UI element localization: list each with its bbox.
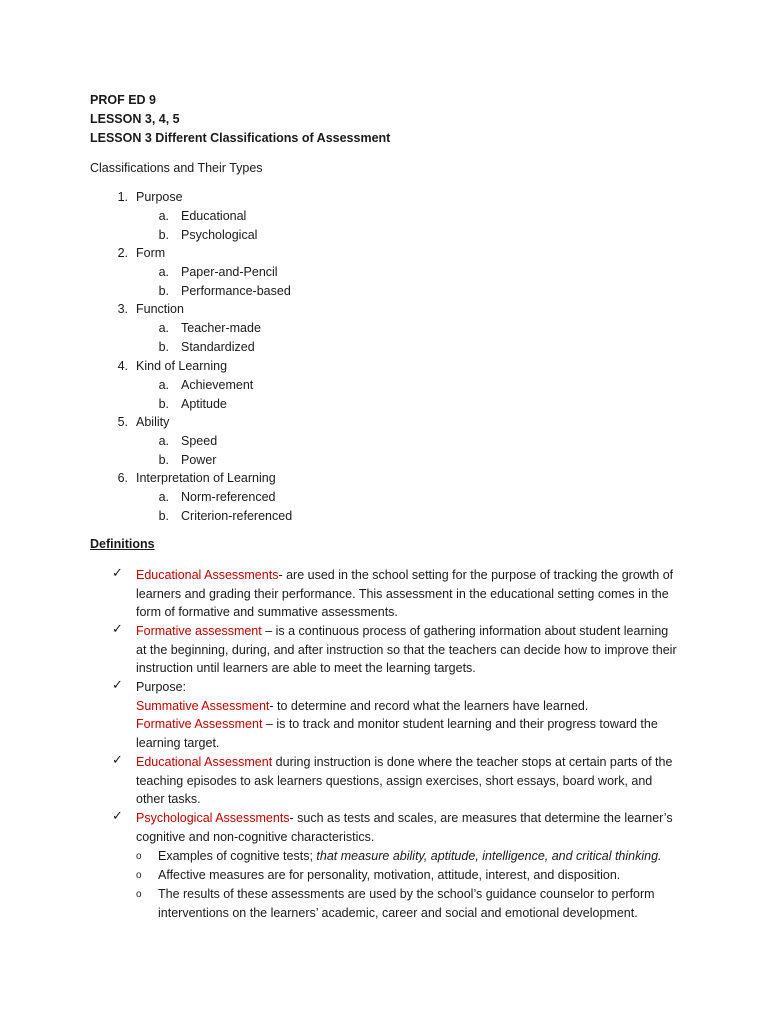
check-mark-icon: ✓ xyxy=(112,621,123,636)
list-number: 4. xyxy=(117,359,128,373)
hollow-circle-bullet-icon: o xyxy=(136,889,142,900)
list-item: Interpretation of Learning xyxy=(136,471,276,485)
sub-item: Teacher-made xyxy=(181,321,261,335)
list-number: 3. xyxy=(117,302,128,316)
sub-item: Aptitude xyxy=(181,397,227,411)
check-mark-icon: ✓ xyxy=(112,808,123,823)
definition-text: - such as tests and scales, are measures that determine the learner’s cognitive and non-cognitive characteristics. xyxy=(136,811,673,844)
hollow-circle-bullet-icon: o xyxy=(136,851,142,862)
sub-letter: a. xyxy=(158,378,169,392)
term: Psychological Assessments xyxy=(136,811,290,825)
sub-letter: a. xyxy=(158,490,169,504)
term: Educational Assessments xyxy=(136,568,279,582)
sub-letter: b. xyxy=(158,509,169,523)
definition-text: - are used in the school setting for the purpose of tracking the growth of learners and grading their performance. This assessment in the educational setting comes in the form of formative and summative assessments. xyxy=(136,568,674,620)
sub-item: Paper-and-Pencil xyxy=(181,265,278,279)
sub-bullet-results: The results of these assessments are used by the school’s guidance counselor to perform interventions on the learners’ academic, career and social and emotional development. xyxy=(158,887,655,920)
sub-bullet-affective-measures: Affective measures are for personality, motivation, attitude, interest, and disposition. xyxy=(158,868,621,882)
sub-letter: a. xyxy=(158,265,169,279)
sub-letter: b. xyxy=(158,397,169,411)
definition-text: – is a continuous process of gathering information about student learning at the beginning, during, and after instruction so that the teachers can decide how to improve their instruction until learners are able to meet the learning targets. xyxy=(136,624,677,676)
sub-item: Standardized xyxy=(181,340,255,354)
list-number: 5. xyxy=(117,415,128,429)
definition-text: during instruction is done where the teacher stops at certain parts of the teaching episodes to ask learners questions, assign exercises, short essays, board work, and other tasks. xyxy=(136,755,673,807)
intro-text: Classifications and Their Types xyxy=(90,161,263,175)
check-mark-icon: ✓ xyxy=(112,565,123,580)
list-number: 1. xyxy=(117,190,128,204)
bullet-text: Examples of cognitive tests; xyxy=(158,849,317,863)
definition-educational-assessment-instruction xyxy=(136,753,681,809)
sub-item: Norm-referenced xyxy=(181,490,276,504)
lesson-title: LESSON 3 Different Classifications of Assessment xyxy=(90,131,391,145)
sub-item: Educational xyxy=(181,209,247,223)
sub-letter: a. xyxy=(158,209,169,223)
sub-letter: b. xyxy=(158,284,169,298)
definition-text: - to determine and record what the learners have learned. xyxy=(269,698,589,713)
term: Educational Assessment xyxy=(136,755,273,769)
sub-item: Speed xyxy=(181,434,218,448)
list-item: Function xyxy=(136,302,184,316)
sub-letter: b. xyxy=(158,228,169,242)
list-item: Kind of Learning xyxy=(136,359,228,373)
definition-text: – is to track and monitor student learning and their progress toward the learning target. xyxy=(136,717,658,750)
sub-letter: a. xyxy=(158,321,169,335)
term: Summative Assessment xyxy=(136,698,270,713)
bullet-italic-text: that measure ability, aptitude, intelligence, and critical thinking. xyxy=(316,849,662,863)
sub-item: Criterion-referenced xyxy=(181,509,293,523)
sub-item: Psychological xyxy=(181,228,258,242)
sub-item: Power xyxy=(181,453,217,467)
list-number: 2. xyxy=(117,246,128,260)
sub-bullet-cognitive-tests xyxy=(158,847,688,866)
definition-educational-assessments xyxy=(136,566,681,622)
sub-item: Achievement xyxy=(181,378,254,392)
hollow-circle-bullet-icon: o xyxy=(136,870,142,881)
check-mark-icon: ✓ xyxy=(112,752,123,767)
definition-purpose xyxy=(136,678,681,752)
term: Formative assessment xyxy=(136,624,262,638)
purpose-label: Purpose: xyxy=(136,680,187,694)
sub-item: Performance-based xyxy=(181,284,291,298)
definition-psychological-assessments xyxy=(136,809,681,846)
sub-letter: b. xyxy=(158,453,169,467)
lesson-range: LESSON 3, 4, 5 xyxy=(90,112,180,126)
list-item: Ability xyxy=(136,415,170,429)
definitions-heading: Definitions xyxy=(90,537,155,551)
list-item: Form xyxy=(136,246,166,260)
list-item: Purpose xyxy=(136,190,183,204)
sub-letter: a. xyxy=(158,434,169,448)
list-number: 6. xyxy=(117,471,128,485)
definition-formative-assessment xyxy=(136,622,681,678)
term: Formative Assessment xyxy=(136,717,263,732)
check-mark-icon: ✓ xyxy=(112,677,123,692)
course-title: PROF ED 9 xyxy=(90,93,156,107)
sub-letter: b. xyxy=(158,340,169,354)
